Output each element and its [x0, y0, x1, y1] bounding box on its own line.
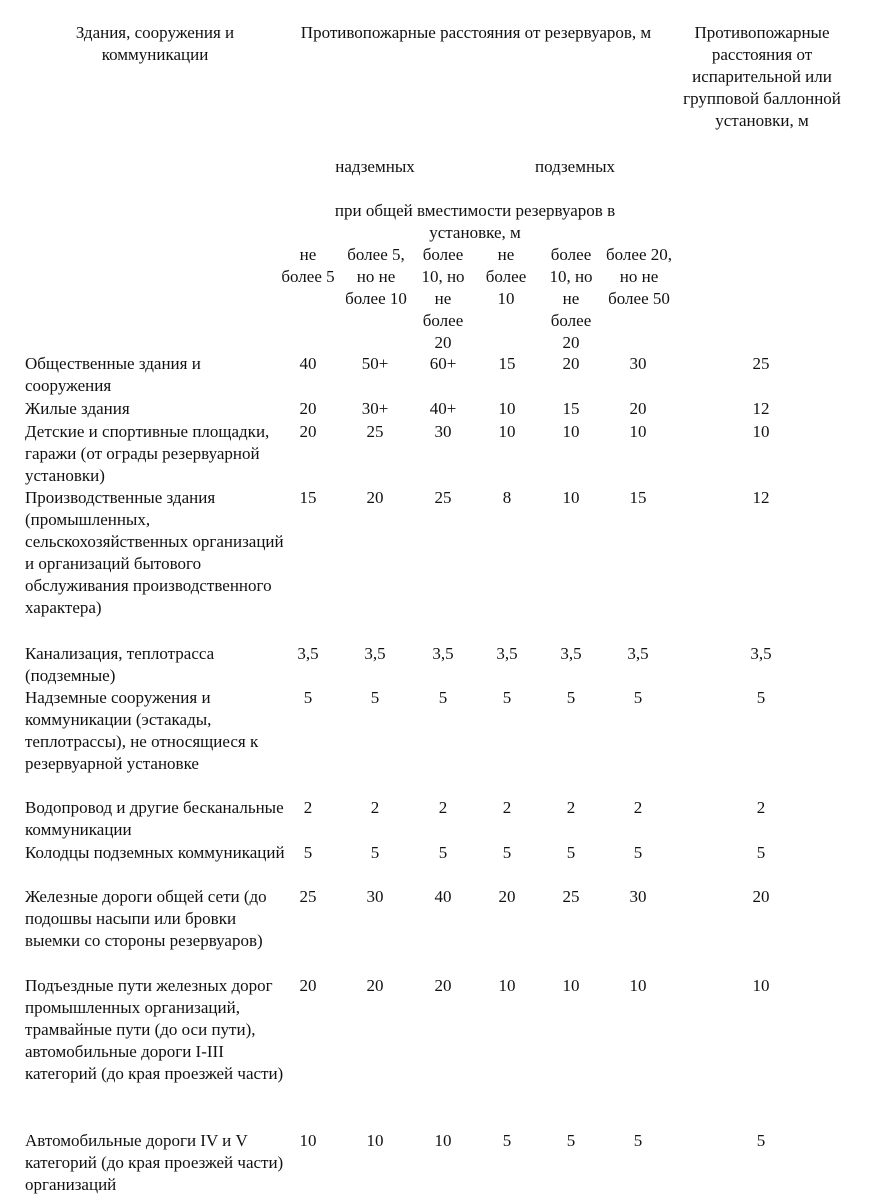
- row-value-col-4: 10: [498, 399, 516, 418]
- row-value-col-1: 15: [299, 488, 317, 507]
- row-label: Детские и спортивные площадки, гаражи (от ограды резервуарной установки): [25, 422, 270, 485]
- row-value-col-7: 12: [752, 399, 770, 418]
- row-value-col-1: 40: [299, 354, 317, 373]
- row-value-col-4: 3,5: [496, 644, 518, 663]
- header-tanks: Противопожарные расстояния от резервуаров, м: [300, 23, 652, 42]
- row-value-col-1: 20: [299, 422, 317, 441]
- row-value-col-3: 3,5: [432, 644, 454, 663]
- row-label: Колодцы подземных коммуникаций: [25, 843, 285, 862]
- header-installation: Противопожарные расстояния от испарительной или групповой баллонной установки, м: [683, 23, 841, 130]
- row-value-col-6: 2: [633, 798, 643, 817]
- header-buildings: Здания, сооружения и коммуникации: [75, 23, 235, 64]
- subheader-col-2: более 5, но не более 10: [345, 245, 407, 308]
- row-value-col-6: 3,5: [627, 644, 649, 663]
- row-value-col-3: 60+: [429, 354, 457, 373]
- row-value-col-3: 40+: [429, 399, 457, 418]
- row-value-col-1: 20: [299, 976, 317, 995]
- row-label: Автомобильные дороги IV и V категорий (до края проезжей части) организаций: [25, 1131, 284, 1194]
- row-value-col-7: 2: [756, 798, 766, 817]
- row-value-col-4: 5: [502, 1131, 512, 1150]
- row-value-col-2: 5: [370, 688, 380, 707]
- row-value-col-7: 12: [752, 488, 770, 507]
- row-value-col-2: 50+: [361, 354, 389, 373]
- row-value-col-7: 5: [756, 1131, 766, 1150]
- row-value-col-4: 20: [498, 887, 516, 906]
- subheader-col-3: более 10, но не более 20: [421, 245, 465, 352]
- row-value-col-3: 30: [434, 422, 452, 441]
- row-value-col-2: 2: [370, 798, 380, 817]
- row-value-col-2: 3,5: [364, 644, 386, 663]
- row-label: Водопровод и другие бесканальные коммуникации: [25, 798, 284, 839]
- header-underground: подземных: [534, 157, 615, 176]
- row-value-col-5: 10: [562, 422, 580, 441]
- row-value-col-6: 5: [633, 688, 643, 707]
- row-value-col-5: 25: [562, 887, 580, 906]
- subheader-col-1: не более 5: [281, 245, 335, 286]
- subheader-col-4: не более 10: [485, 245, 527, 308]
- row-label: Железные дороги общей сети (до подошвы насыпи или бровки выемки со стороны резервуаров): [25, 887, 267, 950]
- row-value-col-2: 5: [370, 843, 380, 862]
- row-label: Канализация, теплотрасса (подземные): [25, 644, 215, 685]
- row-value-col-6: 20: [629, 399, 647, 418]
- row-value-col-5: 2: [566, 798, 576, 817]
- row-value-col-6: 5: [633, 1131, 643, 1150]
- row-value-col-4: 2: [502, 798, 512, 817]
- row-value-col-5: 20: [562, 354, 580, 373]
- row-value-col-3: 5: [438, 688, 448, 707]
- row-value-col-4: 8: [502, 488, 512, 507]
- row-value-col-5: 5: [566, 843, 576, 862]
- row-value-col-2: 25: [366, 422, 384, 441]
- row-value-col-1: 5: [303, 688, 313, 707]
- row-value-col-7: 5: [756, 843, 766, 862]
- row-value-col-1: 10: [299, 1131, 317, 1150]
- row-value-col-4: 15: [498, 354, 516, 373]
- row-label: Общественные здания и сооружения: [25, 354, 201, 395]
- row-value-col-7: 5: [756, 688, 766, 707]
- row-value-col-7: 25: [752, 354, 770, 373]
- row-value-col-4: 10: [498, 422, 516, 441]
- row-value-col-4: 5: [502, 843, 512, 862]
- row-value-col-1: 25: [299, 887, 317, 906]
- row-value-col-5: 10: [562, 488, 580, 507]
- subheader-col-5: более 10, но не более 20: [549, 245, 593, 352]
- row-value-col-1: 20: [299, 399, 317, 418]
- row-value-col-1: 2: [303, 798, 313, 817]
- row-value-col-2: 20: [366, 976, 384, 995]
- row-value-col-5: 15: [562, 399, 580, 418]
- row-value-col-3: 10: [434, 1131, 452, 1150]
- row-value-col-5: 5: [566, 1131, 576, 1150]
- row-value-col-7: 10: [752, 976, 770, 995]
- row-value-col-6: 15: [629, 488, 647, 507]
- row-value-col-2: 30+: [361, 399, 389, 418]
- subheader-col-6: более 20, но не более 50: [606, 245, 672, 308]
- row-value-col-7: 3,5: [750, 644, 772, 663]
- row-value-col-7: 20: [752, 887, 770, 906]
- row-value-col-3: 25: [434, 488, 452, 507]
- row-value-col-2: 20: [366, 488, 384, 507]
- row-value-col-2: 10: [366, 1131, 384, 1150]
- row-value-col-4: 10: [498, 976, 516, 995]
- row-label: Надземные сооружения и коммуникации (эстакады, теплотрассы), не относящиеся к резервуарной установке: [25, 688, 259, 773]
- header-capacity: при общей вместимости резервуаров в установке, м: [334, 201, 616, 242]
- row-value-col-5: 10: [562, 976, 580, 995]
- row-value-col-5: 5: [566, 688, 576, 707]
- row-value-col-3: 40: [434, 887, 452, 906]
- row-value-col-3: 5: [438, 843, 448, 862]
- row-value-col-3: 2: [438, 798, 448, 817]
- row-label: Производственные здания (промышленных, сельскохозяйственных организаций и организаций бытового обслуживания производственного характера): [25, 488, 284, 617]
- row-label: Подъездные пути железных дорог промышленных организаций, трамвайные пути (до оси пути), автомобильные дороги I-III категорий (до края проезжей части): [25, 976, 284, 1083]
- row-label: Жилые здания: [25, 399, 130, 418]
- row-value-col-7: 10: [752, 422, 770, 441]
- row-value-col-1: 3,5: [297, 644, 319, 663]
- row-value-col-6: 10: [629, 976, 647, 995]
- header-above-ground: надземных: [335, 157, 415, 176]
- row-value-col-3: 20: [434, 976, 452, 995]
- row-value-col-6: 5: [633, 843, 643, 862]
- row-value-col-6: 10: [629, 422, 647, 441]
- row-value-col-5: 3,5: [560, 644, 582, 663]
- row-value-col-2: 30: [366, 887, 384, 906]
- row-value-col-4: 5: [502, 688, 512, 707]
- row-value-col-1: 5: [303, 843, 313, 862]
- row-value-col-6: 30: [629, 887, 647, 906]
- row-value-col-6: 30: [629, 354, 647, 373]
